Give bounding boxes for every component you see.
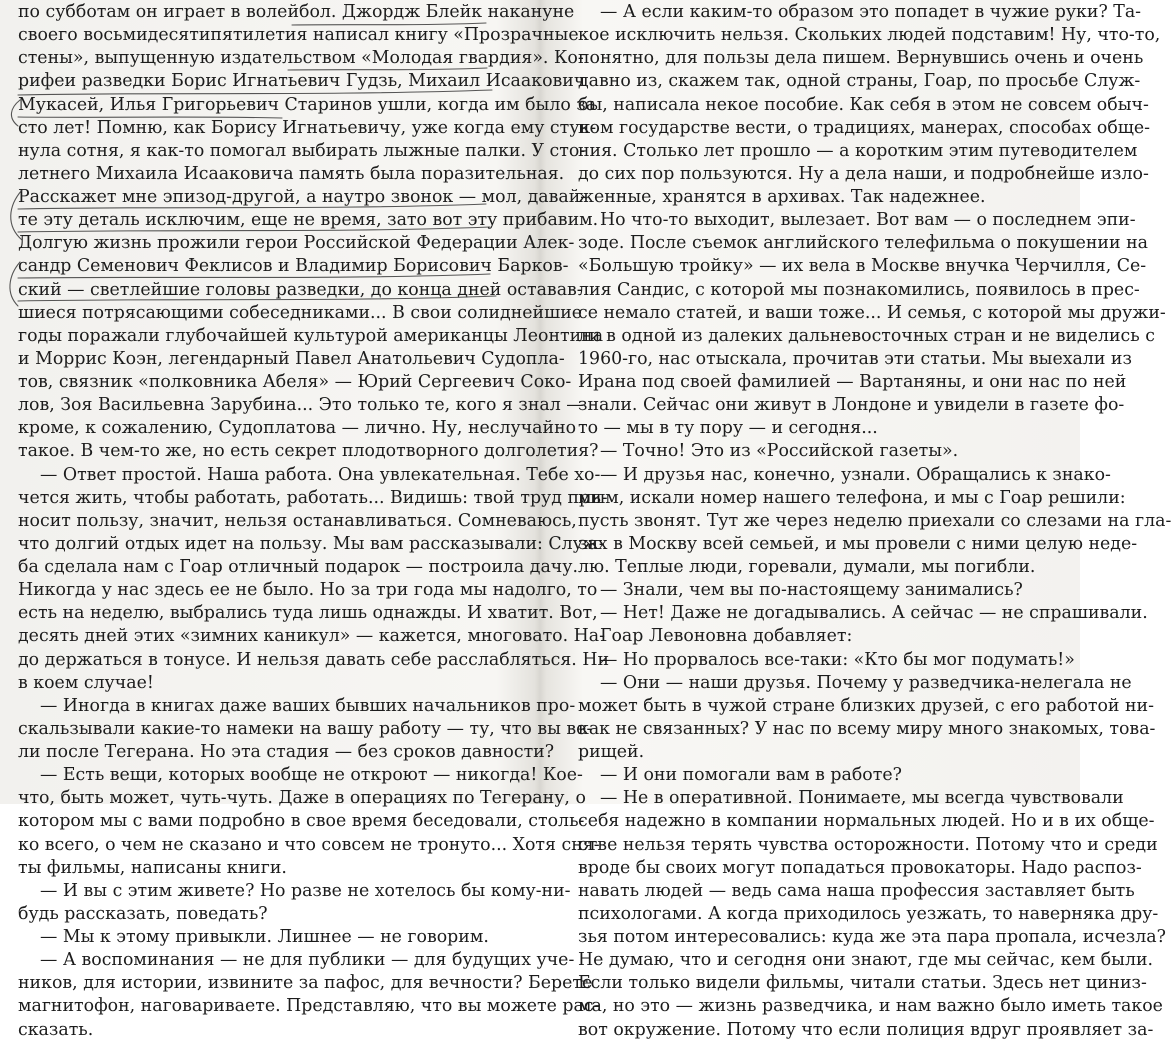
text-line: — Но прорвалось все-таки: «Кто бы мог подумать!»: [600, 649, 1075, 670]
text-line: Расскажет мне эпизод-другой, а наутро звонок — мол, давай-: [18, 187, 587, 207]
text-line: стены», выпущенную издательством «Молодая гвардия». Ко-: [18, 48, 584, 69]
text-line: десять дней этих «зимних каникул» — кажется, многовато. На-: [18, 626, 605, 647]
text-line: Никогда у нас здесь ее не было. Но за три года мы надолго, то: [18, 580, 598, 601]
text-line: — Ответ простой. Наша работа. Она увлекательная. Тебе хо-: [40, 464, 601, 485]
text-line: те эту деталь исключим, еще не время, зато вот эту прибавим.: [18, 210, 599, 231]
text-line: до сих пор пользуются. Ну а дела наши, и подробнейше изло-: [578, 163, 1149, 184]
right-page-text: [578, 1, 1171, 1042]
text-line: — И вы с этим живете? Но разве не хотелось бы кому-ни-: [40, 880, 571, 901]
text-line: до держаться в тонусе. И нельзя давать себе расслабляться. Ни: [18, 649, 610, 670]
text-line: кроме, к сожалению, Судоплатова — лично. Ну, неслучайно: [18, 418, 577, 439]
text-line: своего восьмидесятипятилетия написал книгу «Прозрачные: [18, 25, 579, 46]
text-line: бы, написала некое пособие. Как себя в этом не совсем обыч-: [578, 94, 1149, 115]
text-line: ния. Столько лет прошло — а коротким этим путеводителем: [578, 140, 1138, 161]
text-line: в коем случае!: [18, 672, 154, 693]
text-line: ном государстве вести, о традициях, манерах, способах обще-: [578, 117, 1151, 138]
text-line: лю. Теплые люди, горевали, думали, мы погибли.: [578, 557, 1036, 577]
text-line: психологами. А когда приходилось уезжать, то наверняка дру-: [578, 903, 1159, 924]
text-line: — Нет! Даже не догадывались. А сейчас — не спрашивали.: [600, 603, 1148, 624]
text-line: — Есть вещи, которых вообще не откроют — никогда! Кое-: [40, 765, 583, 786]
text-line: ли после Тегерана. Но эта стадия — без сроков давности?: [18, 742, 555, 762]
text-line: — Они — наши друзья. Почему у разведчика-нелегала не: [600, 672, 1132, 693]
text-line: Но что-то выходит, вылезает. Вот вам — о последнем эпи-: [600, 210, 1136, 231]
text-line: носит пользу, значит, нельзя останавливаться. Сомневаюсь,: [18, 510, 577, 531]
text-line: понятно, для пользы дела пишем. Вернувшись очень и очень: [578, 48, 1144, 69]
text-line: то — мы в ту пору — и сегодня...: [578, 418, 878, 439]
text-line: что долгий отдых идет на пользу. Мы вам рассказывали: Служ-: [18, 533, 605, 554]
text-line: — Знали, чем вы по-настоящему занимались?: [600, 580, 1023, 601]
text-line: рифеи разведки Борис Игнатьевич Гудзь, Михаил Исаакович: [18, 71, 586, 92]
text-line: Мукасей, Илья Григорьевич Старинов ушли, когда им было за: [18, 94, 597, 115]
text-line: себя надежно в компании нормальных людей. Но и в их обще-: [578, 811, 1155, 832]
text-line: ма, но это — жизнь разведчика, и нам важно было иметь такое: [578, 996, 1163, 1017]
text-line: мым, искали номер нашего телефона, и мы с Гоар решили:: [578, 487, 1126, 508]
text-line: Ирана под своей фамилией — Вартаняны, и они нас по ней: [578, 372, 1127, 392]
text-line: ба сделала нам с Гоар отличный подарок — построила дачу.: [18, 557, 578, 577]
text-line: — Точно! Это из «Российской газеты».: [600, 441, 959, 462]
text-line: рищей.: [578, 742, 645, 762]
text-line: — А воспоминания — не для публики — для будущих уче-: [40, 950, 575, 971]
text-line: зах в Москву всей семьей, и мы провели с ними целую неде-: [578, 533, 1138, 554]
text-line: — Не в оперативной. Понимаете, мы всегда чувствовали: [600, 788, 1124, 809]
right-page: [540, 0, 1171, 1040]
text-line: есть на неделю, выбрались туда лишь однажды. И хватит. Вот,: [18, 603, 598, 624]
text-line: навать людей — ведь сама наша профессия заставляет быть: [578, 880, 1135, 901]
text-line: может быть в чужой стране близких друзей, с его работой ни-: [578, 695, 1154, 716]
text-line: годы поражали глубочайшей культурой американцы Леонтина: [18, 325, 604, 346]
text-line: нула сотня, я как-то помогал выбирать лыжные палки. У сто-: [18, 140, 586, 161]
text-line: «Большую тройку» — их вела в Москве внучка Черчилля, Се-: [578, 256, 1147, 277]
text-line: 1960-го, нас отыскала, прочитав эти статьи. Мы выехали из: [578, 348, 1132, 369]
text-line: Гоар Левоновна добавляет:: [600, 626, 853, 647]
text-line: по субботам он играет в волейбол. Джордж Блейк накануне: [18, 2, 575, 22]
text-line: скальзывали какие-то намеки на вашу работу — ту, что вы ве-: [18, 718, 593, 739]
text-line: чется жить, чтобы работать, работать... Видишь: твой труд при-: [18, 487, 608, 508]
text-line: будь рассказать, поведать?: [18, 903, 268, 924]
text-line: — Иногда в книгах даже ваших бывших начальников про-: [40, 695, 576, 716]
text-line: вот окружение. Потому что если полиция вдруг проявляет за-: [578, 1019, 1154, 1040]
text-line: тов, связник «полковника Абеля» — Юрий Сергеевич Соко-: [18, 372, 572, 392]
text-line: сказать.: [18, 1019, 94, 1040]
text-line: лов, Зоя Васильевна Зарубина... Это только те, кого я знал —: [18, 395, 584, 416]
text-line: — И друзья нас, конечно, узнали. Обращались к знако-: [600, 464, 1111, 485]
text-line: пусть звонят. Тут же через неделю приехали со слезами на гла-: [578, 510, 1171, 531]
text-line: — Мы к этому привыкли. Лишнее — не говорим.: [40, 927, 489, 947]
text-line: такое. В чем-то же, но есть секрет плодотворного долголетия?: [18, 441, 599, 462]
text-line: ли в одной из далеких дальневосточных стран и не виделись с: [578, 325, 1155, 346]
text-line: кое исключить нельзя. Скольких людей подставим! Ну, что-то,: [578, 25, 1161, 46]
text-line: зоде. После съемок английского телефильма о покушении на: [578, 233, 1148, 254]
text-line: зья потом интересовались: куда же эта пара пропала, исчезла?: [578, 927, 1166, 947]
text-line: ко всего, о чем не сказано и что совсем не тронуто... Хотя сня-: [18, 834, 600, 855]
text-line: — А если каким-то образом это попадет в чужие руки? Та-: [600, 2, 1142, 22]
text-line: магнитофон, наговариваете. Представляю, что вы можете рас-: [18, 996, 600, 1017]
text-line: Не думаю, что и сегодня они знают, где мы сейчас, кем были.: [578, 950, 1154, 971]
text-line: сто лет! Помню, как Борису Игнатьевичу, уже когда ему стук-: [18, 117, 597, 138]
text-line: лия Сандис, с которой мы познакомились, появилось в прес-: [578, 279, 1140, 300]
text-line: шиеся потрясающими собеседниками... В свои солиднейшие: [18, 302, 583, 323]
text-line: Если только видели фильмы, читали статьи. Здесь нет циниз-: [578, 973, 1147, 994]
text-line: се немало статей, и ваши тоже... И семья, с которой мы дружи-: [578, 302, 1166, 323]
text-line: что, быть может, чуть-чуть. Даже в операциях по Тегерану, о: [18, 788, 586, 809]
text-line: как не связанных? У нас по всему миру много знакомых, това-: [578, 718, 1156, 739]
text-line: женные, хранятся в архивах. Так надежнее.: [578, 187, 986, 207]
text-line: сандр Семенович Феклисов и Владимир Борисович Барков-: [18, 256, 569, 277]
text-line: — И они помогали вам в работе?: [600, 765, 902, 786]
text-line: стве нельзя терять чувства осторожности. Потому что и среди: [578, 834, 1158, 855]
text-line: вроде бы своих могут попадаться провокаторы. Надо распоз-: [578, 857, 1142, 878]
text-line: давно из, скажем так, одной страны, Гоар, по просьбе Служ-: [578, 71, 1141, 92]
text-line: ников, для истории, извините за пафос, для вечности? Берете: [18, 973, 593, 994]
text-line: ский — светлейшие головы разведки, до конца дней оставав-: [18, 279, 583, 300]
text-line: и Моррис Коэн, легендарный Павел Анатольевич Судопла-: [18, 348, 565, 369]
text-line: летнего Михаила Исааковича память была поразительная.: [18, 163, 565, 184]
left-page-text: [18, 1, 610, 1042]
text-line: Долгую жизнь прожили герои Российской Федерации Алек-: [18, 233, 575, 254]
text-line: ты фильмы, написаны книги.: [18, 857, 287, 878]
text-line: знали. Сейчас они живут в Лондоне и увидели в газете фо-: [578, 395, 1125, 416]
text-line: котором мы с вами подробно в свое время беседовали, столь-: [18, 811, 585, 832]
